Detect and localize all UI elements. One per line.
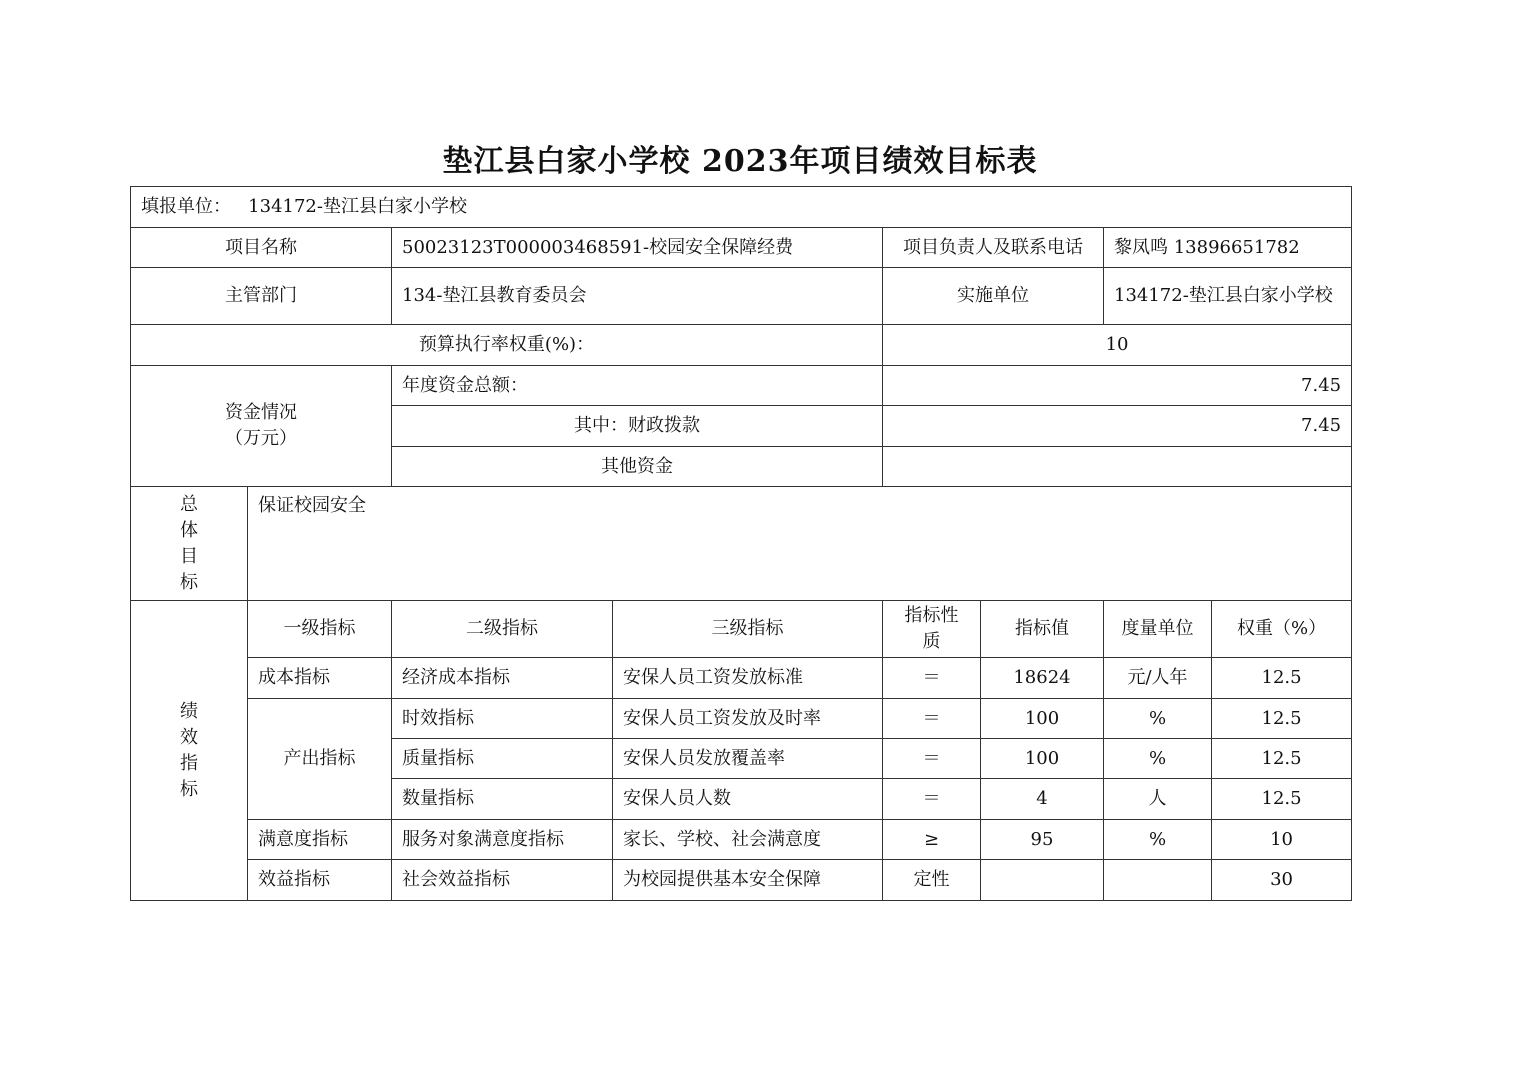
page-title: 垫江县白家小学校 2023年项目绩效目标表: [442, 144, 1038, 179]
level2-cell: 质量指标: [392, 739, 613, 779]
performance-label: [131, 601, 248, 901]
overall-goal-label-char: 体: [180, 519, 198, 541]
performance-label-char: 标: [180, 778, 198, 800]
other-funds-value: [883, 447, 1352, 487]
level3-cell: 为校园提供基本安全保障: [613, 860, 883, 901]
value-cell: 100: [981, 739, 1104, 779]
filing-unit-value: 134172-垫江县白家小学校: [248, 196, 467, 217]
header-weight: 权重（%）: [1212, 601, 1352, 658]
table-row: [131, 860, 1352, 901]
weight-cell: 30: [1212, 860, 1352, 901]
performance-label-char: 绩: [180, 700, 198, 722]
funds-label: [131, 366, 392, 487]
value-cell: [981, 860, 1104, 901]
level2-cell: 时效指标: [392, 699, 613, 739]
nature-cell: ＝: [883, 658, 981, 699]
budget-weight-row: [131, 325, 1352, 366]
unit-cell: %: [1104, 699, 1212, 739]
header-level1: 一级指标: [248, 601, 392, 658]
department-label: 主管部门: [131, 268, 392, 325]
weight-cell: 12.5: [1212, 658, 1352, 699]
nature-cell: ＝: [883, 699, 981, 739]
project-name-label: 项目名称: [131, 228, 392, 268]
overall-goal-label: [131, 487, 248, 601]
overall-goal-label-char: 目: [180, 545, 198, 567]
level1-cell: 产出指标: [248, 699, 392, 820]
filing-unit-cell: [131, 187, 1352, 228]
department-value: 134-垫江县教育委员会: [392, 268, 883, 325]
performance-label-char: 效: [180, 726, 198, 748]
overall-goal-value: 保证校园安全: [248, 487, 1352, 601]
nature-cell: ≥: [883, 820, 981, 860]
table-row: [131, 820, 1352, 860]
nature-cell: ＝: [883, 739, 981, 779]
unit-cell: 元/人年: [1104, 658, 1212, 699]
level1-cell: 效益指标: [248, 860, 392, 901]
overall-goal-label-char: 总: [180, 493, 198, 515]
weight-cell: 10: [1212, 820, 1352, 860]
weight-cell: 12.5: [1212, 699, 1352, 739]
header-nature: 指标性质: [883, 601, 981, 658]
funds-label-line2: （万元）: [225, 428, 297, 449]
table-row: [131, 699, 1352, 739]
project-lead-label: 项目负责人及联系电话: [883, 228, 1104, 268]
performance-label-char: 指: [180, 752, 198, 774]
header-value: 指标值: [981, 601, 1104, 658]
unit-cell: %: [1104, 820, 1212, 860]
annual-total-value: 7.45: [883, 366, 1352, 406]
implementing-unit-label: 实施单位: [883, 268, 1104, 325]
fiscal-value: 7.45: [883, 406, 1352, 447]
header-level3: 三级指标: [613, 601, 883, 658]
value-cell: 95: [981, 820, 1104, 860]
unit-cell: [1104, 860, 1212, 901]
level2-cell: 服务对象满意度指标: [392, 820, 613, 860]
level2-cell: 社会效益指标: [392, 860, 613, 901]
level2-cell: 数量指标: [392, 779, 613, 820]
header-level2: 二级指标: [392, 601, 613, 658]
level1-cell: 满意度指标: [248, 820, 392, 860]
level3-cell: 安保人员发放覆盖率: [613, 739, 883, 779]
unit-cell: %: [1104, 739, 1212, 779]
level3-cell: 安保人员人数: [613, 779, 883, 820]
implementing-unit-value: 134172-垫江县白家小学校: [1104, 268, 1352, 325]
level3-cell: 家长、学校、社会满意度: [613, 820, 883, 860]
level1-cell: 成本指标: [248, 658, 392, 699]
overall-goal-label-char: 标: [180, 571, 198, 593]
filing-unit-row: [131, 187, 1352, 228]
funds-label-line1: 资金情况: [225, 402, 297, 423]
funds-total-row: [131, 366, 1352, 406]
level2-cell: 经济成本指标: [392, 658, 613, 699]
weight-cell: 12.5: [1212, 739, 1352, 779]
fiscal-label: 其中：财政拨款: [392, 406, 883, 447]
unit-cell: 人: [1104, 779, 1212, 820]
indicator-header-row: [131, 601, 1352, 658]
value-cell: 18624: [981, 658, 1104, 699]
budget-weight-label: 预算执行率权重(%)：: [131, 325, 883, 366]
annual-total-label: 年度资金总额：: [392, 366, 883, 406]
value-cell: 4: [981, 779, 1104, 820]
budget-weight-value: 10: [883, 325, 1352, 366]
department-row: [131, 268, 1352, 325]
header-unit: 度量单位: [1104, 601, 1212, 658]
value-cell: 100: [981, 699, 1104, 739]
level3-cell: 安保人员工资发放及时率: [613, 699, 883, 739]
other-funds-label: 其他资金: [392, 447, 883, 487]
nature-cell: 定性: [883, 860, 981, 901]
weight-cell: 12.5: [1212, 779, 1352, 820]
nature-cell: ＝: [883, 779, 981, 820]
table-row: [131, 658, 1352, 699]
project-name-row: [131, 228, 1352, 268]
level3-cell: 安保人员工资发放标准: [613, 658, 883, 699]
performance-target-table: [130, 186, 1352, 901]
project-lead-value: 黎凤鸣 13896651782: [1104, 228, 1352, 268]
overall-goal-row: [131, 487, 1352, 601]
filing-unit-label: 填报单位：: [141, 196, 231, 217]
project-name-value: 50023123T000003468591-校园安全保障经费: [392, 228, 883, 268]
